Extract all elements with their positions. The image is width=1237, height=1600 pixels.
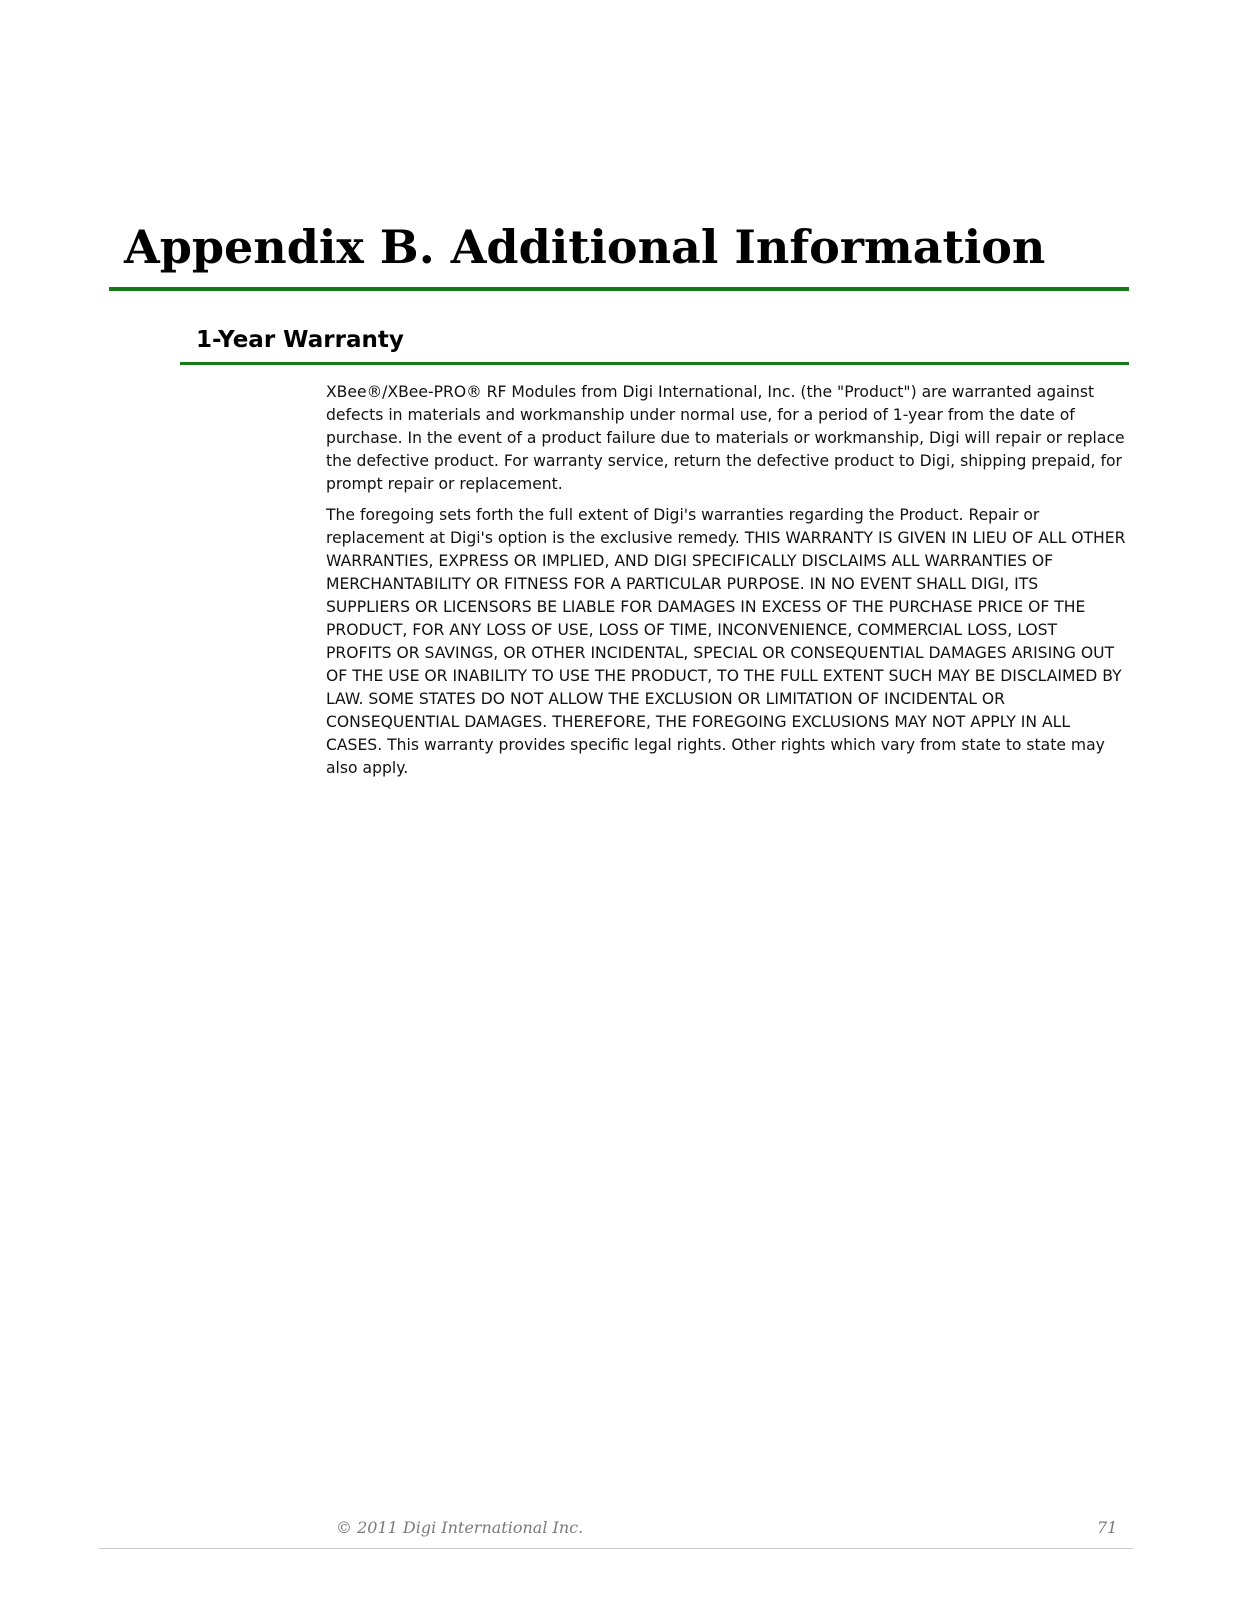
chapter-title: Appendix B. Additional Information: [124, 220, 1046, 274]
section-title-divider: [180, 362, 1129, 365]
chapter-title-divider: [109, 287, 1129, 291]
section-title: 1-Year Warranty: [196, 327, 404, 353]
footer-divider: [99, 1548, 1133, 1549]
footer-copyright: © 2011 Digi International Inc.: [336, 1518, 584, 1537]
warranty-paragraph-coverage: XBee®/XBee-PRO® RF Modules from Digi International, Inc. (the "Product") are warranted against defects in materials and workmanship under normal use, for a period of 1-year from the date of purchase. In the event of a product failure due to materials or workmanship, Digi will repair or replace the defective product. For warranty service, return the defective product to Digi, shipping prepaid, for prompt repair or replacement.: [326, 383, 1125, 493]
warranty-paragraph-disclaimer: The foregoing sets forth the full extent of Digi's warranties regarding the Product. Repair or replacement at Digi's option is the exclusive remedy. THIS WARRANTY IS GIVEN IN LIEU OF ALL OTHER WARRANTIES, EXPRESS OR IMPLIED, AND DIGI SPECIFICALLY DISCLAIMS ALL WARRANTIES OF MERCHANTABILITY OR FITNESS FOR A PARTICULAR PURPOSE. IN NO EVENT SHALL DIGI, ITS SUPPLIERS OR LICENSORS BE LIABLE FOR DAMAGES IN EXCESS OF THE PURCHASE PRICE OF THE PRODUCT, FOR ANY LOSS OF USE, LOSS OF TIME, INCONVENIENCE, COMMERCIAL LOSS, LOST PROFITS OR SAVINGS, OR OTHER INCIDENTAL, SPECIAL OR CONSEQUENTIAL DAMAGES ARISING OUT OF THE USE OR INABILITY TO USE THE PRODUCT, TO THE FULL EXTENT SUCH MAY BE DISCLAIMED BY LAW. SOME STATES DO NOT ALLOW THE EXCLUSION OR LIMITATION OF INCIDENTAL OR CONSEQUENTIAL DAMAGES. THEREFORE, THE FOREGOING EXCLUSIONS MAY NOT APPLY IN ALL CASES. This warranty provides specific legal rights. Other rights which vary from state to state may also apply.: [326, 506, 1126, 777]
warranty-body: [326, 381, 1126, 788]
footer-page-number: 71: [1097, 1518, 1118, 1537]
